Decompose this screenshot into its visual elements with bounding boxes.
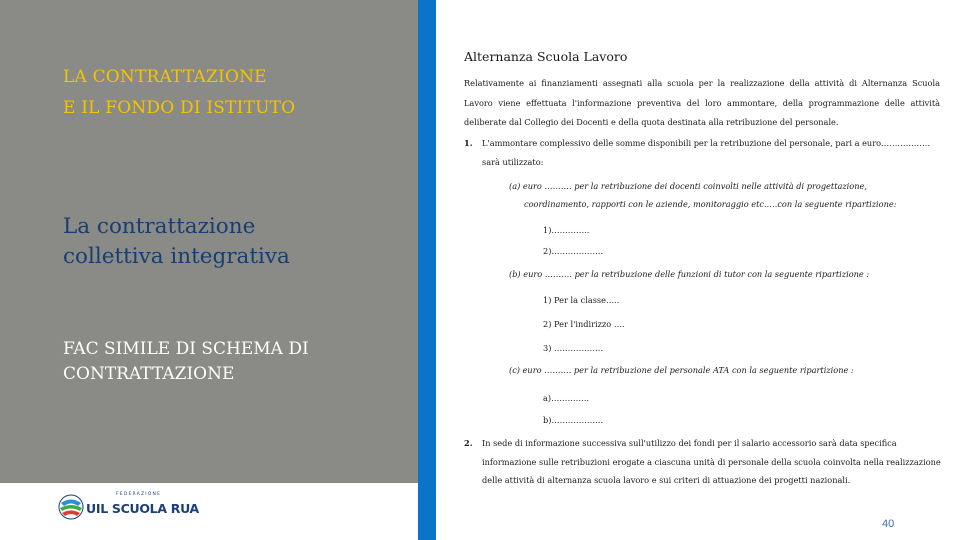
list-item-1-text: L'ammontare complessivo delle somme disponibili per la retribuzione del personale, pari a euro……………… sarà utilizzato: — [482, 138, 931, 167]
subtitle-line1: La contrattazione — [63, 214, 256, 239]
uil-logo — [58, 491, 199, 520]
document-title: Alternanza Scuola Lavoro — [464, 49, 628, 64]
clause-a-sub2: 2)………………. — [543, 246, 604, 256]
logo-federazione-text: FEDERAZIONE — [116, 491, 162, 497]
section-heading-line2: E IL FONDO DI ISTITUTO — [63, 98, 296, 118]
clause-c-line: (c) euro ………. per la retribuzione del personale ATA con la seguente ripartizione : — [509, 365, 854, 375]
slide-subtitle — [63, 212, 290, 272]
clause-a-line2: coordinamento, rapporti con le aziende, monitoraggio etc.….con la seguente ripartizione: — [524, 199, 897, 209]
clause-a-sub1: 1)………….. — [543, 225, 590, 235]
accent-bar — [418, 0, 436, 540]
intro-paragraph: Relativamente ai finanziamenti assegnati alla scuola per la realizzazione della attività di Alternanza Scuola Lavoro viene effettuata l'informazione preventiva del loro ammontare, della programmazione delle attività deliberate dal Collegio dei Docenti e della quota destinata alla retribuzione del personale. — [464, 78, 940, 127]
clause-b-sub3: 3) ……………… — [543, 343, 604, 353]
clause-b-line: (b) euro ………. per la retribuzione delle funzioni di tutor con la seguente ripartizione : — [509, 269, 870, 279]
clause-b-sub1: 1) Per la classe….. — [543, 295, 620, 305]
section-heading — [63, 62, 295, 124]
clause-c-sub2: b)………………. — [543, 415, 604, 425]
fac-line1: FAC SIMILE DI SCHEMA DI — [63, 339, 309, 359]
logo-main-text: UIL SCUOLA RUA — [86, 500, 199, 516]
page-number: 40 — [882, 518, 895, 530]
subtitle-line2: collettiva integrativa — [63, 244, 290, 269]
section-heading-line1: LA CONTRATTAZIONE — [63, 67, 267, 87]
list-item-2-number: 2. — [464, 438, 473, 448]
clause-b-sub2: 2) Per l'indirizzo …. — [543, 319, 625, 329]
fac-line2: CONTRATTAZIONE — [63, 364, 235, 384]
fac-simile-label — [63, 337, 309, 387]
clause-c-sub1: a)………….. — [543, 393, 590, 403]
list-item-2-text: In sede di informazione successiva sull'utilizzo dei fondi per il salario accessorio sarà data specifica informazione sulle retribuzioni erogate a ciascuna unità di personale della scuola coinvolta nella realizzazione delle attività di alternanza scuola lavoro e sui criteri di attuazione dei progetti nazionali. — [482, 438, 941, 485]
list-item-1-number: 1. — [464, 138, 473, 148]
clause-a-line1: (a) euro ………. per la retribuzione dei docenti coinvolti nelle attività di progettazione, — [509, 181, 867, 191]
uil-globe-logo-icon — [58, 494, 84, 520]
